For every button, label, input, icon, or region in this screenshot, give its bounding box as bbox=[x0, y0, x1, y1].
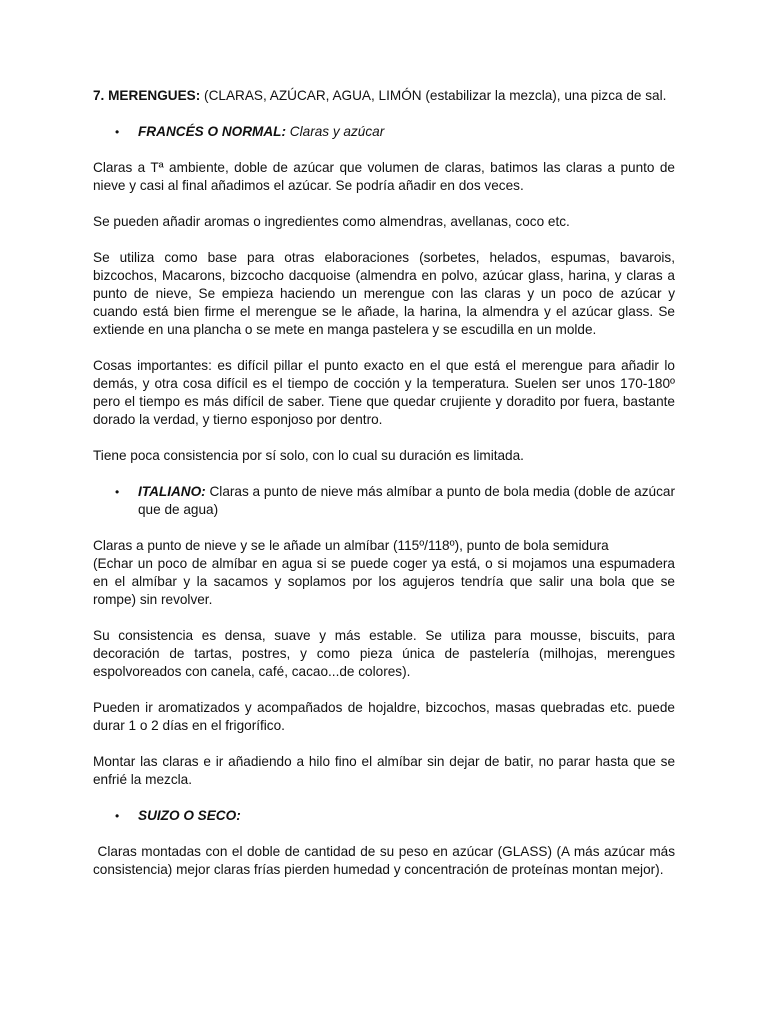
heading-title: 7. MERENGUES: bbox=[93, 88, 201, 103]
bullet-icon: • bbox=[115, 125, 120, 139]
paragraph-italiano-4: Montar las claras e ir añadiendo a hilo fino el almíbar sin dejar de batir, no parar hasta que se enfrié la mezcla. bbox=[93, 754, 675, 787]
paragraph-italiano-2: Su consistencia es densa, suave y más estable. Se utiliza para mousse, biscuits, para decoración de tartas, postres, y como pieza única de pastelería (milhojas, merengues espolvoreados con canela, café, cacao...de colores). bbox=[93, 628, 675, 679]
bullet-title-frances: FRANCÉS O NORMAL: bbox=[138, 124, 287, 139]
bullet-suizo bbox=[93, 807, 675, 825]
heading-ingredients: (CLARAS, AZÚCAR, AGUA, LIMÓN (estabilizar la mezcla), una pizca de sal. bbox=[200, 88, 667, 103]
paragraph-suizo-1: Claras montadas con el doble de cantidad de su peso en azúcar (GLASS) (A más azúcar más consistencia) mejor claras frías pierden humedad y concentración de proteínas montan mejor). bbox=[93, 844, 679, 877]
document-body bbox=[93, 87, 679, 879]
section-heading bbox=[93, 87, 675, 105]
paragraph-frances-5: Tiene poca consistencia por sí solo, con lo cual su duración es limitada. bbox=[93, 448, 524, 463]
paragraph-frances-3: Se utiliza como base para otras elaboraciones (sorbetes, helados, espumas, bavarois, bizcochos, Macarons, bizcocho dacquoise (almendra en polvo, azúcar glass, harina, y claras a punto de nieve, Se empieza haciendo un merengue con las claras y un poco de azúcar y cuando está bien firme el merengue se le añade, la harina, la almendra y el azúcar glass. Se extiende en una plancha o se mete en manga pastelera y se escudilla en un molde. bbox=[93, 250, 675, 337]
paragraph-frances-1: Claras a Tª ambiente, doble de azúcar que volumen de claras, batimos las claras a punto de nieve y casi al final añadimos el azúcar. Se podría añadir en dos veces. bbox=[93, 160, 675, 193]
paragraph-frances-2: Se pueden añadir aromas o ingredientes como almendras, avellanas, coco etc. bbox=[93, 214, 570, 229]
bullet-title-italiano: ITALIANO: bbox=[138, 484, 206, 499]
bullet-title-suizo: SUIZO O SECO: bbox=[138, 808, 241, 823]
paragraph-italiano-1-rest: (Echar un poco de almíbar en agua si se puede coger ya está, o si mojamos una espumadera en el almíbar y la sacamos y soplamos por los agujeros tendría que salir una bola que se rompe) sin revolver. bbox=[93, 556, 675, 607]
bullet-desc-frances: Claras y azúcar bbox=[286, 124, 385, 139]
paragraph-italiano-1-line1: Claras a punto de nieve y se le añade un almíbar (115º/118º), punto de bola semidura bbox=[93, 538, 609, 553]
bullet-icon: • bbox=[115, 809, 120, 823]
bullet-italiano bbox=[93, 483, 675, 519]
bullet-frances bbox=[93, 123, 675, 141]
paragraph-italiano-1 bbox=[93, 537, 675, 609]
bullet-desc-italiano: Claras a punto de nieve más almíbar a punto de bola media (doble de azúcar que de agua) bbox=[138, 484, 675, 517]
bullet-icon: • bbox=[115, 485, 120, 499]
paragraph-italiano-3: Pueden ir aromatizados y acompañados de hojaldre, bizcochos, masas quebradas etc. puede durar 1 o 2 días en el frigorífico. bbox=[93, 700, 675, 733]
paragraph-frances-4: Cosas importantes: es difícil pillar el punto exacto en el que está el merengue para añadir lo demás, y otra cosa difícil es el tiempo de cocción y la temperatura. Suelen ser unos 170-180º pero el tiempo es más difícil de saber. Tiene que quedar crujiente y doradito por fuera, bastante dorado la verdad, y tierno esponjoso por dentro. bbox=[93, 358, 675, 427]
